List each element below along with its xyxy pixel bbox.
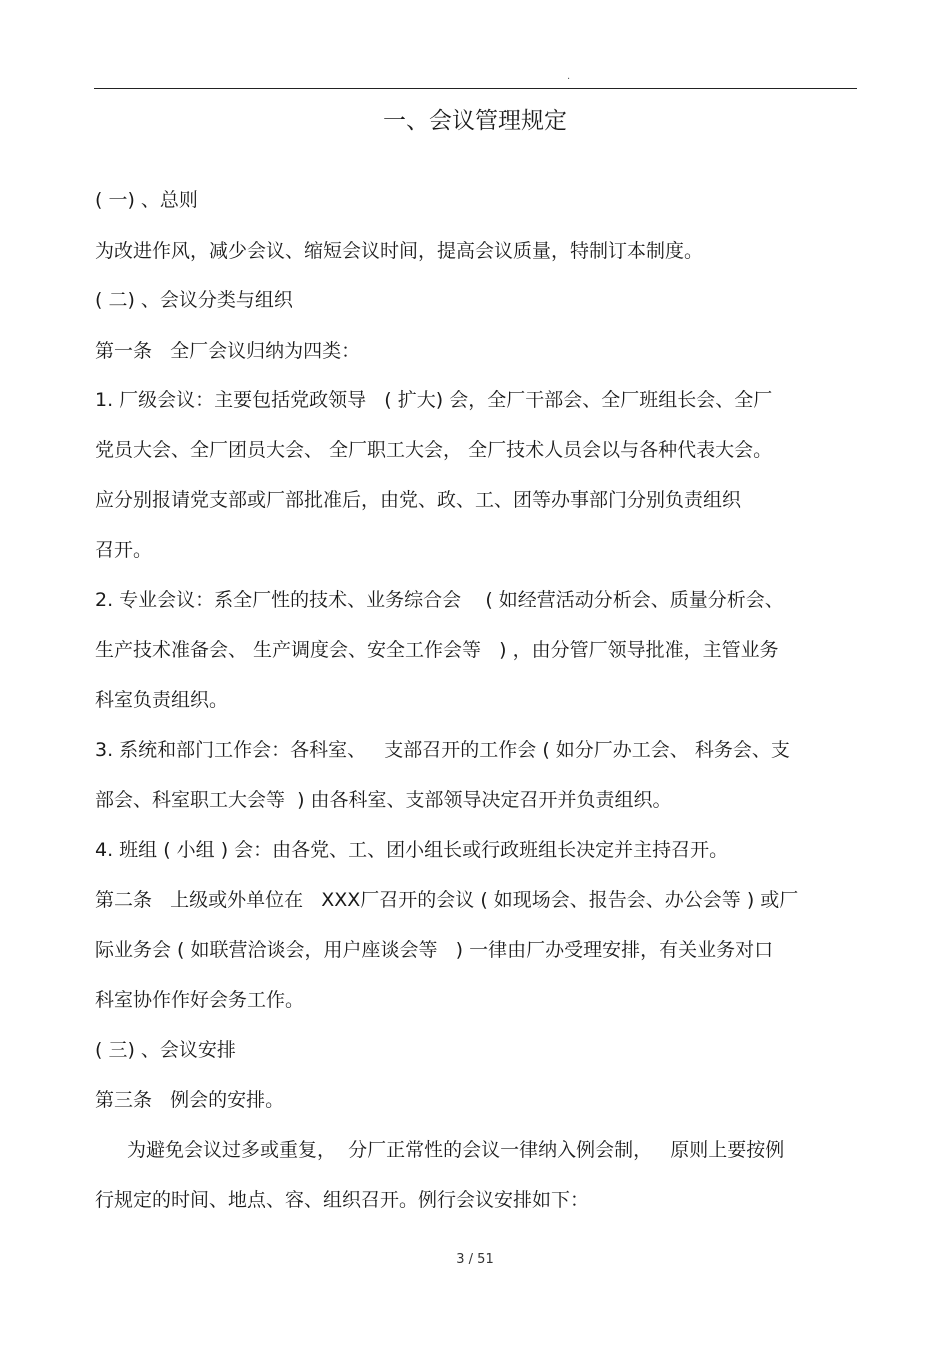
paragraph-line: 为改进作风，减少会议、缩短会议时间，提高会议质量，特制订本制度。 — [95, 240, 704, 262]
paragraph-line: 1. 厂级会议：主要包括党政领导 ( 扩大) 会，全厂干部会、全厂班组长会、全厂 — [95, 389, 773, 411]
paragraph-line: 际业务会 ( 如联营洽谈会，用户座谈会等 ) 一律由厂办受理安排，有关业务对口 — [95, 939, 774, 961]
article-heading: 第一条 全厂会议归纳为四类： — [95, 340, 361, 362]
paragraph-line: 生产技术准备会、 生产调度会、安全工作会等 ) ，由分管厂领导批准，主管业务 — [95, 639, 779, 661]
article-heading: 第三条 例会的安排。 — [95, 1089, 285, 1111]
header-rule — [94, 88, 857, 89]
paragraph-line: 科室协作作好会务工作。 — [95, 989, 305, 1011]
page-title: 一、会议管理规定 — [383, 108, 567, 134]
header-mark: . — [567, 71, 571, 82]
paragraph-line: 为避免会议过多或重复， 分厂正常性的会议一律纳入例会制， 原则上要按例 — [127, 1139, 785, 1161]
paragraph-line: 行规定的时间、地点、容、组织召开。例行会议安排如下： — [95, 1189, 590, 1211]
paragraph-line: 部会、科室职工大会等 ) 由各科室、支部领导决定召开并负责组织。 — [95, 789, 672, 811]
paragraph-line: 4. 班组 ( 小组 ) 会：由各党、工、团小组长或行政班组长决定并主持召开。 — [95, 839, 729, 861]
paragraph-line: 党员大会、全厂团员大会、 全厂职工大会， 全厂技术人员会以与各种代表大会。 — [95, 439, 773, 461]
paragraph-line: 应分别报请党支部或厂部批准后，由党、政、工、团等办事部门分别负责组织 — [95, 489, 742, 511]
paragraph-line: 科室负责组织。 — [95, 689, 229, 711]
page-number: 3 / 51 — [456, 1252, 494, 1267]
section-heading-classification: ( 二) 、会议分类与组织 — [95, 289, 293, 311]
paragraph-line: 3. 系统和部门工作会：各科室、 支部召开的工作会 ( 如分厂办工会、 科务会、支 — [95, 739, 790, 761]
section-heading-arrangement: ( 三) 、会议安排 — [95, 1039, 236, 1061]
paragraph-line: 第二条 上级或外单位在 XXX厂召开的会议 ( 如现场会、报告会、办公会等 ) 或厂 — [95, 889, 799, 911]
section-heading-general: ( 一) 、总则 — [95, 189, 198, 211]
paragraph-line: 召开。 — [95, 539, 153, 561]
paragraph-line: 2. 专业会议：系全厂性的技术、业务综合会 ( 如经营活动分析会、质量分析会、 — [95, 589, 784, 611]
